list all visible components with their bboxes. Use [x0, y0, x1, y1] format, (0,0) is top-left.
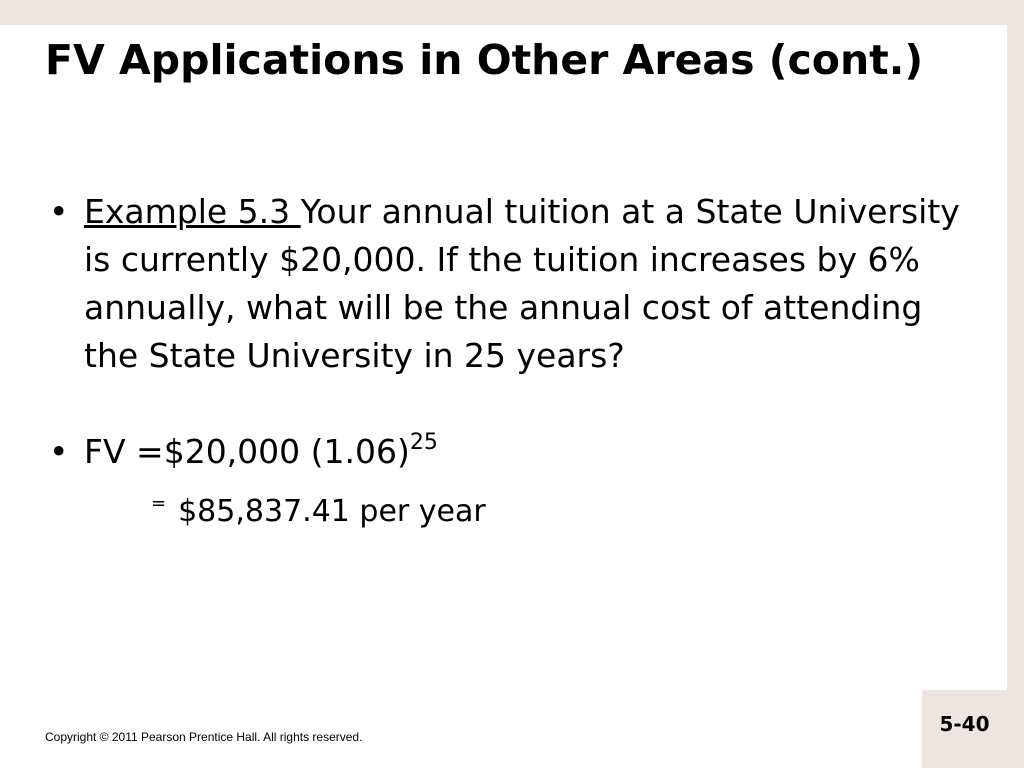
example-text: Your annual tuition at a State University is currently $20,000. If the tuition increases by 6% annually, what will be the annual cost of attending the State University in 25 years?	[84, 192, 960, 375]
equals-symbol: =	[151, 493, 167, 514]
top-border	[0, 0, 1024, 25]
slide-title: FV Applications in Other Areas (cont.)	[45, 36, 924, 84]
copyright-notice: Copyright © 2011 Pearson Prentice Hall. All rights reserved.	[45, 730, 363, 744]
formula-result	[45, 480, 965, 536]
bullet-dot: •	[49, 192, 69, 231]
formula-text: FV =$20,000 (1.06)	[84, 432, 410, 471]
right-border	[1007, 0, 1024, 768]
bullet-example	[45, 188, 965, 380]
bullet-formula	[45, 428, 965, 476]
bullet-dot: •	[49, 432, 69, 471]
example-label: Example 5.3	[84, 192, 301, 231]
formula-exponent: 25	[409, 430, 438, 455]
slide-body	[45, 188, 965, 536]
page-number: 5-40	[939, 712, 990, 736]
result-text: $85,837.41 per year	[178, 494, 486, 529]
